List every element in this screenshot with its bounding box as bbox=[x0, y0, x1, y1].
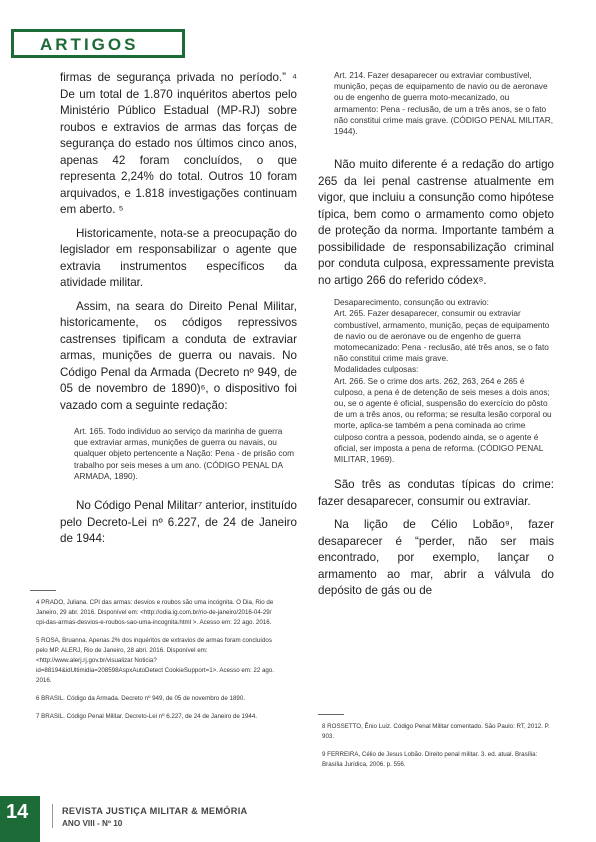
footnotes-right bbox=[322, 722, 554, 778]
block-quote bbox=[334, 297, 554, 465]
paragraph: Não muito diferente é a redação do artigo 265 da lei penal castrense atualmente em vigor, que incluiu a consunção como hipótese típica, bem como o armamento como objeto de proteção da norma. Importante também a possibilidade de responsabilização criminal por conduta culposa, expressamente prevista no artigo 266 do referido códex⁸. bbox=[318, 158, 554, 287]
footer-divider bbox=[52, 804, 53, 828]
footnote: 5 ROSA, Bruanna. Apenas 2% dos inquéritos de extravios de armas foram concluídos pelo MP. ALERJ, Rio de Janeiro, 28 abri. 2016. Disponível em:<http://www.alerj.rj.gov.br/visualizar Noticia?id=88194&idUltimidia=208598AspxAutoDetect CookieSupport=1>. Acesso em: 22 ago. 2016. bbox=[36, 637, 275, 684]
left-column bbox=[60, 70, 297, 555]
section-title: ARTIGOS bbox=[40, 35, 139, 54]
section-badge bbox=[11, 29, 185, 58]
footnote: 7 BRASIL. Código Penal Militar. Decreto-Lei nº 6.227, de 24 de Janeiro de 1944. bbox=[36, 713, 258, 720]
paragraph: São três as condutas típicas do crime: fazer desaparecer, consumir ou extraviar. bbox=[318, 478, 554, 508]
journal-issue: ANO VIII - Nº 10 bbox=[62, 819, 123, 828]
footnote-rule bbox=[30, 590, 56, 591]
footnote: 9 FERREIRA, Célio de Jesus Lobão. Direito penal militar. 3. ed. atual. Brasília: Brasília Jurídica, 2006. p. 556. bbox=[322, 751, 538, 768]
footnote-rule bbox=[318, 714, 344, 715]
block-quote: Art. 214. Fazer desaparecer ou extraviar combustível, munição, peças de equipamento de navio ou de aeronave ou de engenho de guerra moto-mecanizado, ou armamento: Pena - reclusão, de um a três anos, se o fato não constitui crime mais grave. (CÓDIGO PENAL MILITAR, 1944). bbox=[334, 70, 554, 137]
quote-line: Art. 265. Fazer desaparecer, consumir ou extraviar combustível, armamento, munição, peças de equipamento de navio ou de aeronave ou de engenho de guerra motomecanizado: Pena - reclusão, até três anos, se o fato não constitui crime mais grave. bbox=[334, 308, 550, 364]
page-number: 14 bbox=[6, 801, 29, 823]
quote-line: Art. 266. Se o crime dos arts. 262, 263, 264 e 265 é culposo, a pena é de detenção de seis meses a dois anos; ou, se o agente é oficial, suspensão do exercício do pôsto de um a três anos, ou reforma; se resulta lesão corporal ou morte, aplica-se também a pena cominada ao crime culposo contra a pessoa, podendo ainda, se o agente é oficial, ser imposta a pena de reforma. (CÓDIGO PENAL MILITAR, 1969). bbox=[334, 375, 552, 465]
paragraph: Na lição de Célio Lobão⁹, fazer desaparecer é “perder, não ser mais encontrado, por exemplo, lançar o armamento ao mar, abrir a válvula do depósito de gás ou de bbox=[318, 518, 554, 598]
paragraph: Historicamente, nota-se a preocupação do legislador em responsabilizar o agente que extravia instrumentos específicos da atividade militar. bbox=[60, 226, 297, 289]
paragraph: No Código Penal Militar⁷ anterior, instituído pelo Decreto-Lei nº 6.227, de 24 de Janeiro de 1944: bbox=[60, 499, 297, 546]
quote-line: Desaparecimento, consunção ou extravio: bbox=[334, 297, 489, 308]
footnote: 4 PRADO, Juliana. CPI das armas: desvios e roubos são uma incógnita. O Dia, Rio de Janeiro, 29 abr. 2016. Disponível em: <http://odia.ig.com.br/rio-de-janeiro/2016-04-29/ cpi-das-armas-desvios-e-roubos-sao-uma-incognita.html >. Acesso em: 22 ago. 2016. bbox=[36, 599, 274, 626]
block-quote: Art. 165. Todo individuo ao serviço da marinha de guerra que extraviar armas, munições de guerra ou navais, ou qualquer objeto pertencente a Nação: Pena - de prisão com trabalho por seis meses a um ano. (CÓDIGO PENAL DA ARMADA, 1890). bbox=[74, 426, 295, 481]
paragraph: Assim, na seara do Direito Penal Militar, historicamente, os códigos repressivos castrenses tipificam a conduta de extraviar armas, munições de guerra ou navais. No Código Penal da Armada (Decreto nº 949, de 05 de novembro de 1890)⁶, o dispositivo foi vazado com a seguinte redação: bbox=[60, 299, 297, 412]
footnote: 8 ROSSETTO, Ênio Luiz. Código Penal Militar comentado. São Paulo: RT, 2012. P. 903. bbox=[322, 723, 550, 740]
quote-line: Modalidades culposas: bbox=[334, 364, 419, 375]
footnotes-left bbox=[36, 598, 278, 730]
journal-name: REVISTA JUSTIÇA MILITAR & MEMÓRIA bbox=[62, 806, 248, 816]
footnote: 6 BRASIL. Código da Armada. Decreto nº 949, de 05 de novembro de 1890. bbox=[36, 695, 245, 702]
right-column bbox=[318, 70, 554, 607]
paragraph: firmas de segurança privada no período.” ⁴ De um total de 1.870 inquéritos abertos pelo Ministério Público Estadual (MP-RJ) sobre roubos e extravios de armas das forças de segurança do estado nos últimos cinco anos, apenas 42 foram concluídos, o que representa 2,24% do total. Outros 10 foram arquivados, e 1.818 investigações continuam em aberto. ⁵ bbox=[60, 71, 297, 216]
